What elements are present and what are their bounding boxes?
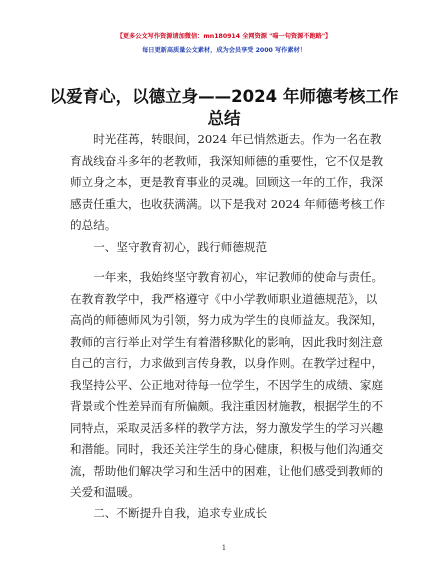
banner-promo-line: 【更多公文写作资源请加微信：mn180914 全网资源 "喵一句资源不跑路"】: [116, 33, 332, 40]
paragraph-line: 感责任重大，也收获满满。以下是我对 2024 年师德考核工作: [70, 196, 386, 211]
paragraph-line: 师立身之本，更是教育事业的灵魂。回顾这一年的工作，我深: [70, 175, 384, 189]
paragraph-line: 教师的言行举止对学生有着潜移默化的影响，因此我时刻注意: [70, 334, 384, 349]
paragraph-line: 在教育教学中，我严格遵守《中小学教师职业道德规范》，以: [70, 291, 378, 306]
paragraph-line: 背景或个性差异而有所偏颇。我注重因材施教，根据学生的不: [70, 399, 384, 413]
section-one-paragraph: [70, 267, 388, 504]
paragraph-line: 的总结。: [70, 218, 117, 232]
paragraph-line: 我坚持公平、公正地对待每一位学生，不因学生的成绩、家庭: [70, 377, 384, 392]
banner-update-line: 每日更新高质量公文素材，成为会员享受 2000 写作素材！: [142, 47, 306, 54]
intro-paragraph: [70, 129, 388, 237]
paragraph-line: 和潜能。同时，我还关注学生的身心健康，积极与他们沟通交: [70, 442, 384, 456]
section-heading: 一、坚守教育初心，践行师德规范: [70, 240, 268, 254]
document-title: 以爱育心，以德立身——2024 年师德考核工作: [49, 87, 399, 106]
paragraph-line: 流，帮助他们解决学习和生活中的困难，让他们感受到教师的: [70, 463, 384, 478]
section-heading: 二、不断提升自我，追求专业成长: [70, 506, 268, 520]
paragraph-line: 高尚的师德师风为引领，努力成为学生的良师益友。我深知，: [70, 313, 384, 327]
document-title-continued: 总结: [207, 109, 241, 128]
paragraph-line: 一年来，我始终坚守教育初心，牢记教师的使命与责任。: [70, 270, 384, 284]
paragraph-line: 关爱和温暖。: [70, 485, 140, 499]
paragraph-line: 育战线奋斗多年的老教师，我深知师德的重要性，它不仅是教: [70, 153, 384, 168]
paragraph-line: 时光荏苒，转眼间，2024 年已悄然逝去。作为一名在教: [70, 132, 382, 146]
paragraph-line: 自己的言行，力求做到言传身教，以身作则。在教学过程中，: [70, 356, 384, 370]
page-number: 1: [221, 544, 227, 552]
paragraph-line: 同特点，采取灵活多样的教学方法，努力激发学生的学习兴趣: [70, 420, 384, 435]
